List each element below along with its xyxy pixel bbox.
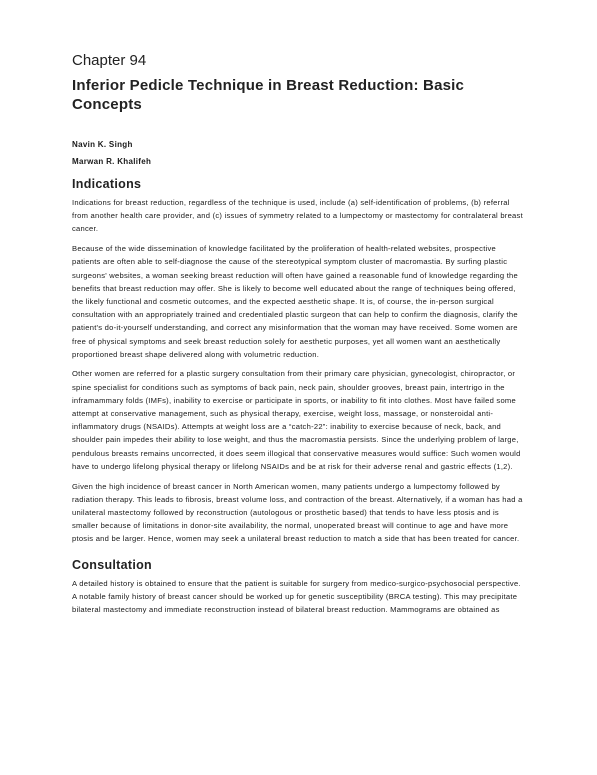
- paragraph: Indications for breast reduction, regardless of the technique is used, include (a) self-identification of problems, (b) referral from another health care provider, and (c) issues of symmetry related to a lumpectomy or mastectomy for contralateral breast cancer.: [72, 198, 523, 234]
- section-consultation: [72, 558, 524, 617]
- paragraph: Because of the wide dissemination of knowledge facilitated by the proliferation of health-related websites, prospective patients are often able to self-diagnose the cause of the stereotypical symptom cluster of macromastia. By surfing plastic surgeons' websites, a woman seeking breast reduction will often have gained a reasonable fund of knowledge regarding the benefits that breast reduction may offer. She is likely to become well educated about the range of techniques being offered, the likely functional and cosmetic outcomes, and the expected aesthetic shape. It is, of course, the in-person surgical consultation with an appropriately trained and credentialed plastic surgeon that can help to confirm the diagnosis, clarify the patient's do-it-yourself understanding, and correct any misinformation that the woman may have received. Some women are free of physical symptoms and seek breast reduction solely for aesthetic purposes, yet all women want an aesthetically proportioned breast shape delivered along with volumetric reduction.: [72, 244, 518, 359]
- paragraph: A detailed history is obtained to ensure that the patient is suitable for surgery from medico-surgico-psychosocial perspective. A notable family history of breast cancer should be worked up for genetic susceptibility (BRCA testing). This may precipitate bilateral mastectomy and immediate reconstruction instead of bilateral breast reduction. Mammograms are obtained as: [72, 578, 521, 614]
- section-heading: Consultation: [72, 557, 152, 572]
- author-name: Navin K. Singh: [72, 140, 133, 149]
- page-content: [72, 52, 524, 623]
- author-name: Marwan R. Khalifeh: [72, 157, 152, 166]
- paragraph: Given the high incidence of breast cancer in North American women, many patients undergo a lumpectomy followed by radiation therapy. This leads to fibrosis, breast volume loss, and contraction of the breast. Alternatively, if a woman has had a unilateral mastectomy followed by reconstruction (autologous or prosthetic based) that tends to have less ptosis and is smaller because of limitations in donor-site availability, the normal, unoperated breast will continue to age and have more ptosis and be larger. Hence, women may seek a unilateral breast reduction to match a side that has been treated for cancer.: [72, 481, 523, 544]
- section-indications: [72, 177, 524, 546]
- paragraph: Other women are referred for a plastic surgery consultation from their primary care physician, gynecologist, chiropractor, or spine specialist for conditions such as symptoms of back pain, neck pain, shoulder grooves, breast pain, intertrigo in the inframammary folds (IMFs), inability to exercise or participate in sports, or inability to fit into clothes. Most have failed some attempt at conservative management, such as physical therapy, exercise, weight loss, massage, or nonsteroidal anti-inflammatory drugs (NSAIDs). Attempts at weight loss are a “catch-22”: inability to exercise because of neck, back, and shoulder pain impedes their ability to lose weight, and thus the macromastia persists. Since the underlying problem of large, pendulous breasts remains uncorrected, it does seem illogical that conservative measures would suffice: Such women would have to undergo lifelong physical therapy or lifelong NSAIDs and be at risk for their adverse renal and gastric effects (1,2).: [72, 369, 521, 471]
- chapter-title: Inferior Pedicle Technique in Breast Reduction: Basic Concepts: [72, 77, 465, 113]
- section-heading: Indications: [72, 177, 142, 191]
- author-list: [72, 140, 524, 167]
- chapter-number: Chapter 94: [72, 52, 147, 69]
